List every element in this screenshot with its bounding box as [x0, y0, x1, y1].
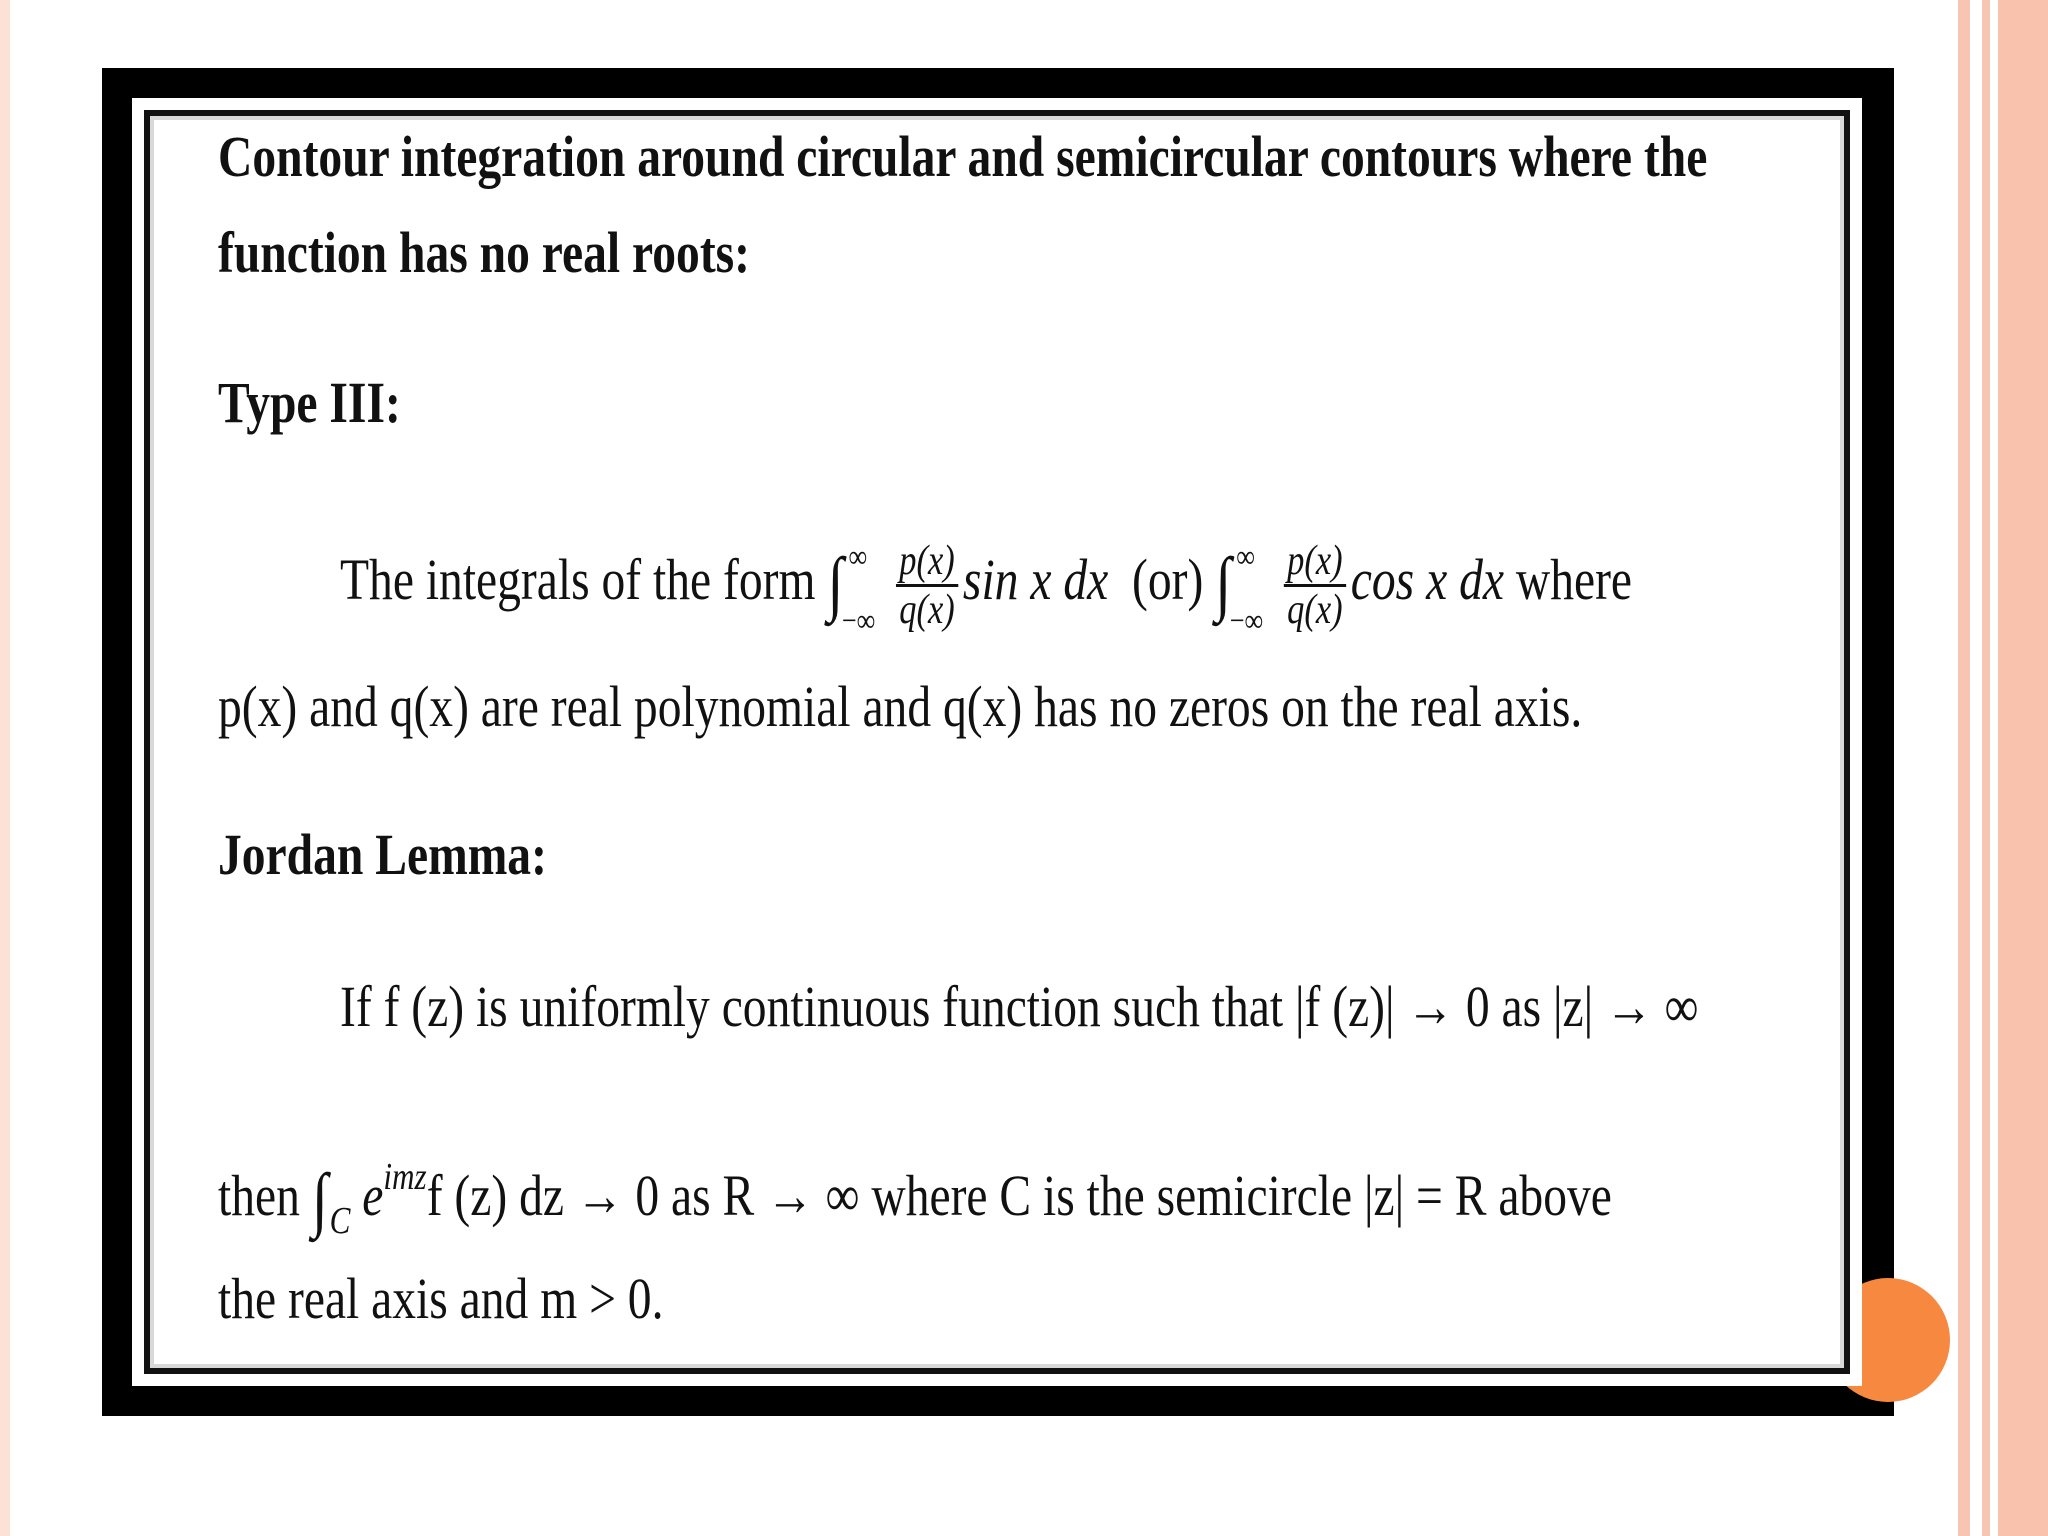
slide-title-line-2: function has no real roots: — [218, 220, 751, 285]
rational-fraction: $\frac{p(x)}{q(x)}$ — [896, 540, 958, 631]
then-text: then — [218, 1163, 300, 1228]
type-iii-heading: Type III: — [218, 370, 401, 435]
integral-sign: ∫ — [1215, 542, 1232, 623]
sin-term: sin x dx — [962, 546, 1109, 612]
contour-integral-sign: ∫ — [311, 1159, 328, 1239]
integral-sign: ∫ — [827, 542, 844, 623]
right-decor-stripe — [1982, 0, 1990, 1536]
integral-limits: ∞ −∞ — [1229, 537, 1264, 638]
contour-label: C — [329, 1200, 351, 1242]
left-edge-stripe — [0, 0, 10, 1536]
integral-limits: ∞ −∞ — [841, 537, 876, 638]
rational-fraction: $\frac{p(x)}{q(x)}$ — [1284, 540, 1346, 631]
right-decor-gap — [1970, 0, 1982, 1536]
integrand-rest: f (z) dz → 0 as R → ∞ where C is the semicircle |z| = R above — [426, 1163, 1612, 1228]
or-text: (or) — [1131, 546, 1204, 612]
where-text: where — [1515, 546, 1633, 612]
exponential-base: e — [362, 1163, 384, 1228]
jordan-lemma-heading: Jordan Lemma: — [218, 822, 547, 887]
right-decor-stripe — [1958, 0, 1970, 1536]
jordan-lemma-conclusion — [218, 1158, 1918, 1240]
slide-title-line-1: Contour integration around circular and semicircular contours where the — [218, 124, 1708, 189]
type-iii-condition-line: p(x) and q(x) are real polynomial and q(x) has no zeros on the real axis. — [218, 674, 1583, 739]
cos-term: cos x dx — [1350, 546, 1504, 612]
type-iii-formula-line — [340, 537, 1916, 638]
type-iii-intro-text: The integrals of the form — [340, 546, 816, 612]
right-decor-gap — [1990, 0, 1998, 1536]
right-decor-band — [1998, 0, 2048, 1536]
exponential-power: imz — [383, 1156, 427, 1198]
jordan-lemma-statement: If f (z) is uniformly continuous function such that |f (z)| → 0 as |z| → ∞ — [340, 974, 1699, 1039]
jordan-lemma-final-line: the real axis and m > 0. — [218, 1266, 664, 1331]
